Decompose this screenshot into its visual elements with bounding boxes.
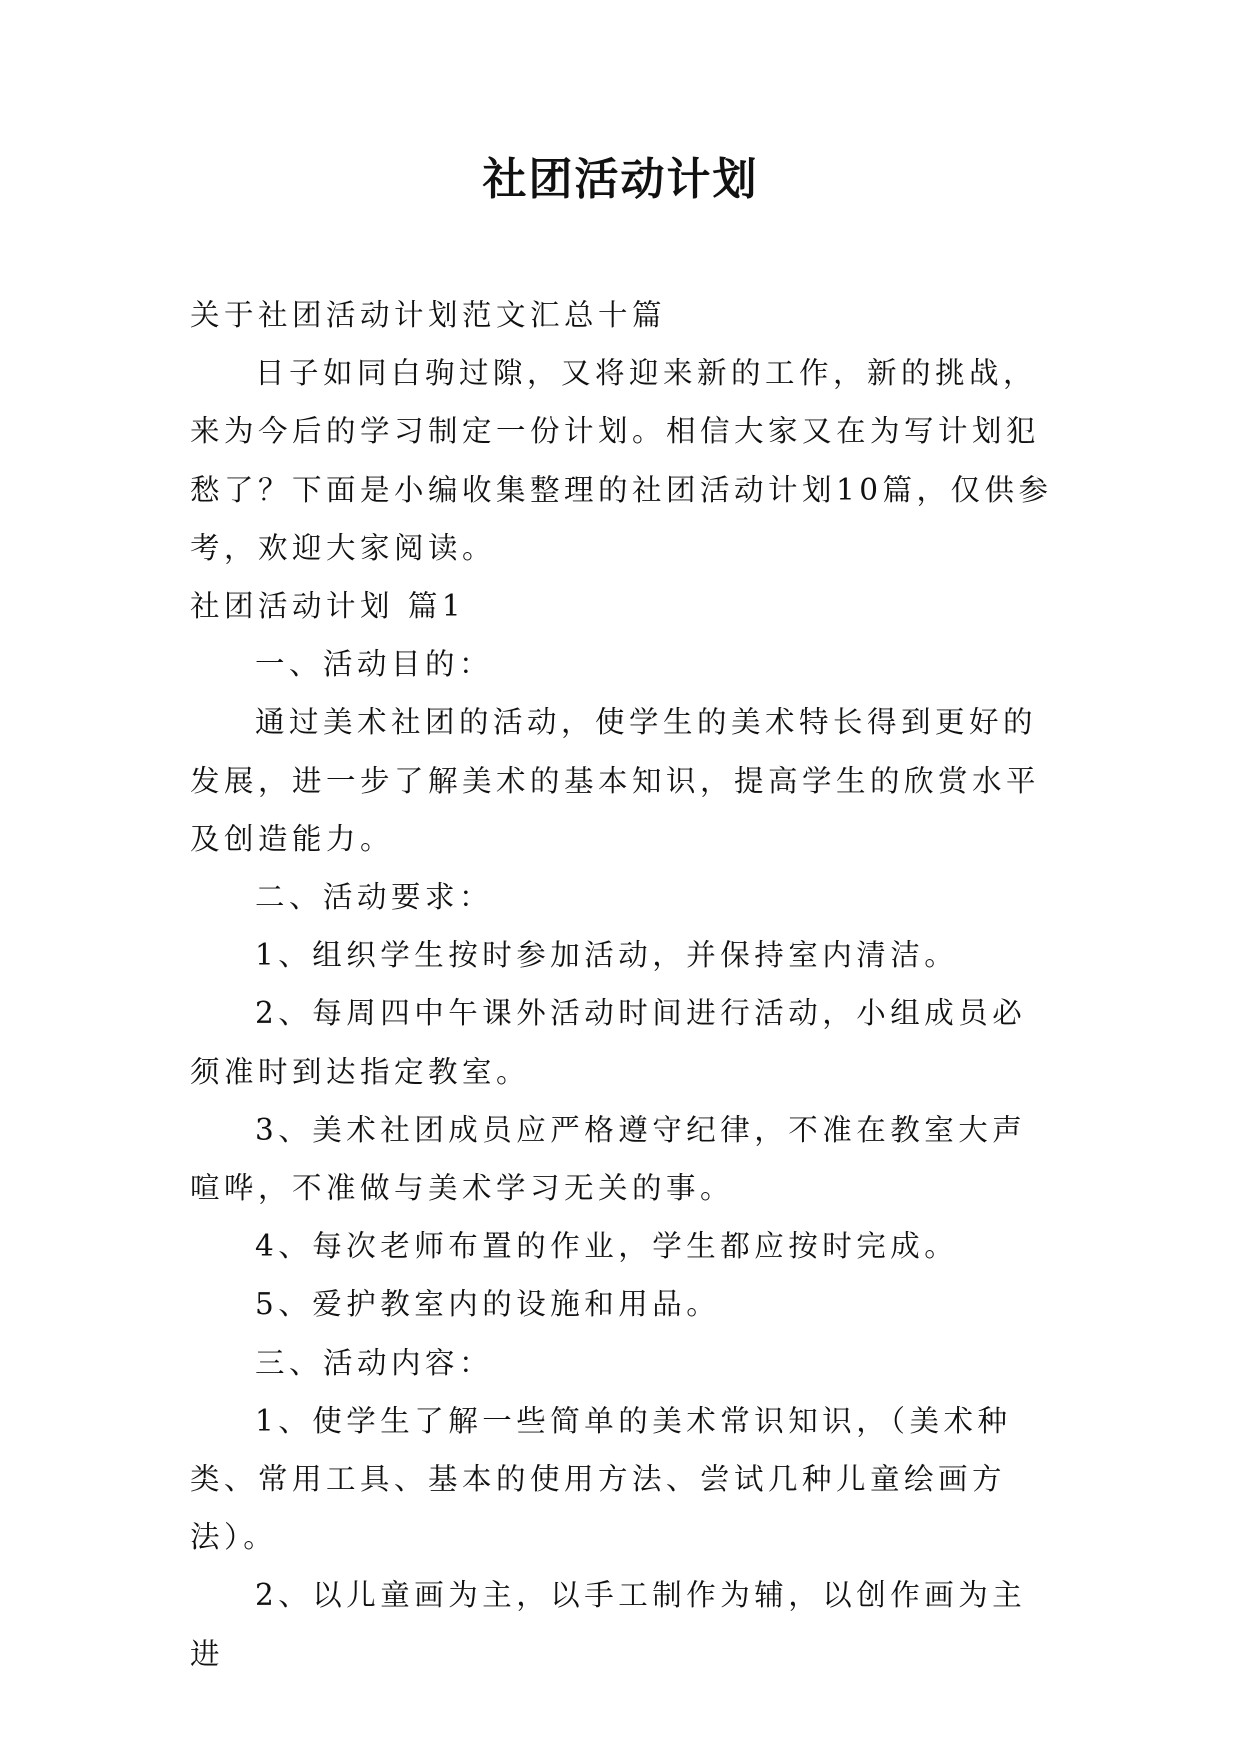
list-item: 2、以儿童画为主，以手工制作为辅，以创作画为主进	[190, 1578, 1027, 1671]
document-title: 社团活动计划	[482, 154, 759, 205]
list-item: 2、每周四中午课外活动时间进行活动，小组成员必须准时到达指定教室。	[190, 996, 1027, 1089]
list-item: 4、每次老师布置的作业，学生都应按时完成。	[255, 1229, 959, 1264]
heading-requirements: 二、活动要求：	[255, 880, 494, 915]
list-item: 1、使学生了解一些简单的美术常识知识，（美术种类、常用工具、基本的使用方法、尝试几种儿童绘画方法）。	[190, 1403, 1012, 1555]
paragraph-intro: 日子如同白驹过隙，又将迎来新的工作，新的挑战，来为今后的学习制定一份计划。相信大家又在为写计划犯愁了？下面是小编收集整理的社团活动计划10篇，仅供参考，欢迎大家阅读。	[190, 356, 1053, 565]
list-item: 3、美术社团成员应严格遵守纪律，不准在教室大声喧哗，不准做与美术学习无关的事。	[190, 1112, 1027, 1206]
paragraph-subtitle: 关于社团活动计划范文汇总十篇	[190, 298, 667, 332]
heading-content: 三、活动内容：	[255, 1345, 494, 1380]
document-body	[190, 286, 1060, 1683]
section-heading: 社团活动计划 篇1	[190, 589, 466, 624]
heading-purpose: 一、活动目的：	[255, 647, 494, 682]
list-item: 5、爱护教室内的设施和用品。	[255, 1287, 721, 1322]
paragraph-purpose: 通过美术社团的活动，使学生的美术特长得到更好的发展，进一步了解美术的基本知识，提高学生的欣赏水平及创造能力。	[190, 705, 1041, 856]
list-item: 1、组织学生按时参加活动，并保持室内清洁。	[255, 938, 959, 973]
